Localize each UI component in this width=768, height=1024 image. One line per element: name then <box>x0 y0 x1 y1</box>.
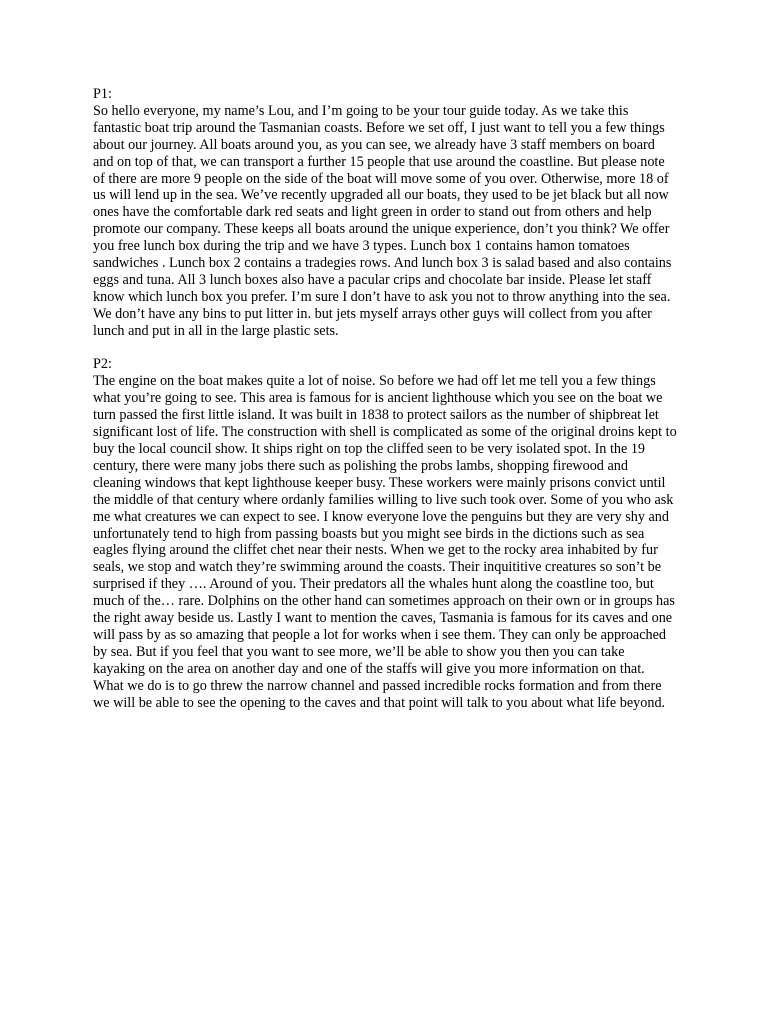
section-label: P1: <box>93 86 112 102</box>
section-label: P2: <box>93 356 112 373</box>
paragraph: The engine on the boat makes quite a lot of noise. So before we had off let me tell you a few things what you’re going to see. This area is famous for is ancient lighthouse which you see on the boat we turn passed the first little island. It was built in 1838 to protect sailors as the number of shipbreat let significant lost of life. The construction with shell is complicated as some of the original droins kept to buy the local council show. It ships right on top the cliffed seen to be very isolated spot. In the 19 century, there were many jobs there such as polishing the probs lambs, shopping firewood and cleaning windows that kept lighthouse keeper busy. These workers were mainly prisons convict until the middle of that century where ordanly families willing to live such took over. Some of you who ask me what creatures we can expect to see. I know everyone love the penguins but they are very shy and unfortunately tend to high from passing boasts but you might see birds in the dictions such as sea eagles flying around the cliffet chet near their nests. When we get to the rocky area inhabited by fur seals, we stop and watch they’re swimming around the coasts. Their inquititive creatures so son’t be surprised if they …. Around of you. Their predators all the whales hunt along the coastline too, but much of the… rare. Dolphins on the other hand can sometimes approach on their own or in groups has the right away beside us. Lastly I want to mention the caves, Tasmania is famous for its caves and one will pass by as so amazing that people a lot for works when i see them. They can only be approached by sea. But if you feel that you want to see more, we’ll be able to show you then you can take kayaking on the area on another day and one of the staffs will give you more information on that. What we do is to go threw the narrow channel and passed incredible rocks formation and from there we will be able to see the opening to the caves and that point will talk to you about what life beyond. <box>93 373 677 711</box>
section-p2 <box>93 356 678 711</box>
document-page <box>93 86 678 712</box>
section-p1 <box>93 86 678 340</box>
paragraph: So hello everyone, my name’s Lou, and I’m going to be your tour guide today. As we take this fantastic boat trip around the Tasmanian coasts. Before we set off, I just want to tell you a few things about our journey. All boats around you, as you can see, we already have 3 staff members on board and on top of that, we can transport a further 15 people that use around the coastline. But please note of there are more 9 people on the side of the boat will move some of you over. Otherwise, more 18 of us will lend up in the sea. We’ve recently upgraded all our boats, they used to be jet black but all now ones have the comfortable dark red seats and light green in order to stand out from others and help promote our company. These keeps all boats around the unique experience, don’t you think? We offer you free lunch box during the trip and we have 3 types. Lunch box 1 contains hamon tomatoes sandwiches . Lunch box 2 contains a tradegies rows. And lunch box 3 is salad based and also contains eggs and tuna. All 3 lunch boxes also have a pacular crips and chocolate bar inside. Please let staff know which lunch box you prefer. I’m sure I don’t have to ask you not to throw anything into the sea. We don’t have any bins to put litter in. but jets myself arrays other guys will collect from you after lunch and put in all in the large plastic sets. <box>93 102 672 339</box>
